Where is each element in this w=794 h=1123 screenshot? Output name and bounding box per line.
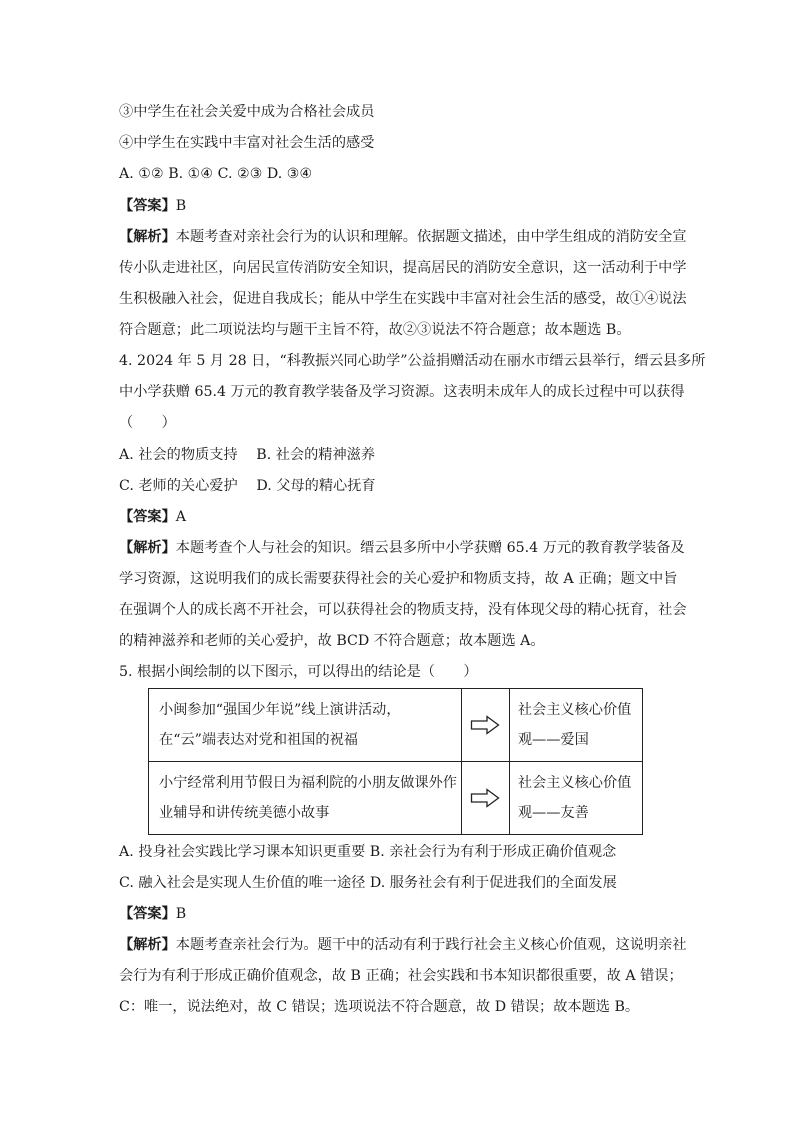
q5-choices-line-1: A. 投身社会实践比学习课本知识更重要 B. 亲社会行为有利于形成正确价值观念 [119, 844, 617, 860]
q4-analysis-label: 【解析】 [119, 540, 176, 556]
diagram-cause-text: 小宁经常利用节假日为福利院的小朋友做课外作业辅导和讲传统美德小故事 [159, 775, 457, 821]
right-arrow-icon [470, 788, 500, 808]
q5-answer-line [119, 904, 186, 924]
q5-answer: B [175, 906, 187, 922]
q4-analysis-text-1: 本题考查个人与社会的知识。缙云县多所中小学获赠 65.4 万元的教育教学装备及 [175, 540, 685, 556]
q5-choices-line-2: C. 融入社会是实现人生价值的唯一途径 D. 服务社会有利于促进我们的全面发展 [119, 875, 617, 891]
diagram-value-text: 社会主义核心价值观——友善 [517, 775, 632, 821]
q3-analysis-line-1 [119, 227, 687, 247]
diagram-arrow-cell [462, 762, 510, 835]
diagram-arrow-cell [462, 689, 510, 762]
diagram-row [149, 762, 643, 835]
q3-analysis-label: 【解析】 [119, 229, 176, 245]
q3-analysis-line-2: 传小队走进社区，向居民宣传消防安全知识，提高居民的消防安全意识，这一活动利于中学 [119, 260, 687, 276]
q5-diagram-table [148, 688, 643, 835]
q4-analysis-line-3: 在强调个人的成长离不开社会，可以获得社会的物质支持，没有体现父母的精心抚育，社会 [119, 602, 687, 618]
diagram-cause-text: 小闽参加“强国少年说”线上演讲活动，在“云”端表达对党和祖国的祝福 [159, 702, 401, 748]
q4-answer: A [175, 509, 187, 525]
diagram-cause-cell [149, 689, 462, 762]
right-arrow-icon [470, 715, 500, 735]
q3-analysis-line-4: 符合题意；此二项说法均与题干主旨不符，故②③说法不符合题意；故本题选 B。 [119, 322, 631, 338]
diagram-cause-cell [149, 762, 462, 835]
q4-stem-line-1: 4. 2024 年 5 月 28 日，“科教振兴同心助学”公益捐赠活动在丽水市缙云县举行，缙云县多所 [119, 353, 706, 369]
q4-analysis-line-2: 学习资源，这说明我们的成长需要获得社会的关心爱护和物质支持，故 A 正确；题文中旨 [119, 571, 678, 587]
q4-choices-line-2: C. 老师的关心爱护 D. 父母的精心抚育 [119, 478, 376, 494]
q3-analysis-text-1: 本题考查对亲社会行为的认识和理解。依据题文描述，由中学生组成的消防安全宣 [175, 229, 687, 245]
diagram-value-cell [509, 689, 642, 762]
q3-choices: A. ①② B. ①④ C. ②③ D. ③④ [119, 166, 313, 182]
q3-analysis-line-3: 生积极融入社会，促进自我成长；能从中学生在实践中丰富对社会生活的感受，故①④说法 [119, 291, 687, 307]
q3-answer-label: 【答案】 [119, 198, 176, 214]
q3-option-3: ③中学生在社会关爱中成为合格社会成员 [119, 104, 375, 120]
q4-choices-line-1: A. 社会的物质支持 B. 社会的精神滋养 [119, 447, 376, 463]
q4-stem-line-2: 中小学获赠 65.4 万元的教育教学装备及学习资源。这表明未成年人的成长过程中可以获得 [119, 384, 685, 400]
diagram-value-text: 社会主义核心价值观——爱国 [517, 702, 632, 748]
q3-answer: B [175, 198, 187, 214]
q5-analysis-line-1 [119, 935, 687, 955]
q3-option-4: ④中学生在实践中丰富对社会生活的感受 [119, 135, 375, 151]
q5-analysis-label: 【解析】 [119, 937, 176, 953]
q4-answer-label: 【答案】 [119, 509, 176, 525]
diagram-row [149, 689, 643, 762]
q5-stem: 5. 根据小闽绘制的以下图示，可以得出的结论是（ ） [119, 664, 478, 680]
q3-answer-line [119, 196, 186, 216]
q5-analysis-text-1: 本题考查亲社会行为。题干中的活动有利于践行社会主义核心价值观，这说明亲社 [175, 937, 687, 953]
q4-answer-line [119, 507, 186, 527]
q5-analysis-line-3: C：唯一，说法绝对，故 C 错误；选项说法不符合题意，故 D 错误；故本题选 B。 [119, 999, 640, 1015]
diagram-value-cell [509, 762, 642, 835]
q4-stem-line-3: （ ） [119, 415, 176, 431]
q4-analysis-line-4: 的精神滋养和老师的关心爱护，故 BCD 不符合题意；故本题选 A。 [119, 633, 545, 649]
q5-analysis-line-2: 会行为有利于形成正确价值观念，故 B 正确；社会实践和书本知识都很重要，故 A 错误； [119, 968, 683, 984]
q5-answer-label: 【答案】 [119, 906, 176, 922]
q4-analysis-line-1 [119, 538, 685, 558]
